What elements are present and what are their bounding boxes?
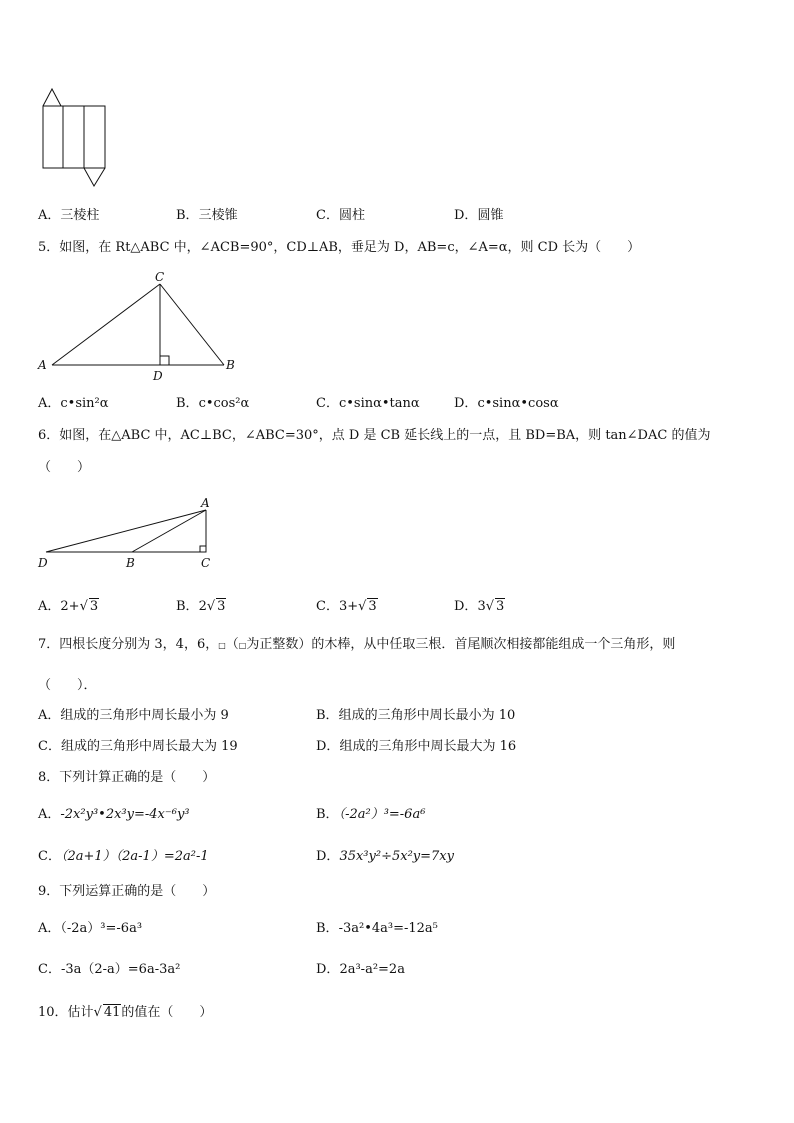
q6-label-c: C: [201, 556, 211, 570]
q7-option-c[interactable]: C．组成的三角形中周长最大为 19: [38, 739, 238, 754]
q5-label-b: B: [226, 358, 235, 372]
q6-option-b[interactable]: B．2√ 3: [176, 599, 226, 614]
q8-stem: 8．下列计算正确的是（ ）: [38, 770, 216, 785]
sqrt-symbol: √ 3: [79, 599, 99, 614]
q6-label-d: D: [38, 556, 48, 570]
q7-option-b[interactable]: B．组成的三角形中周长最小为 10: [316, 708, 516, 723]
q7-placeholder-box: □: [238, 641, 247, 650]
q7-option-a[interactable]: A．组成的三角形中周长最小为 9: [38, 708, 229, 723]
q8-option-d[interactable]: D．35x³y²÷5x²y=7xy: [316, 849, 454, 864]
q5-triangle-figure: [34, 268, 244, 384]
q7-stem: 7．四根长度分别为 3，4，6，□（□为正整数）的木棒，从中任取三根．首尾顺次相接都能组成一个三角形，则: [38, 637, 676, 652]
q9-stem: 9．下列运算正确的是（ ）: [38, 884, 216, 899]
q7-stem-paren: （ ）．: [38, 678, 97, 693]
q7-placeholder-box: □: [218, 641, 226, 650]
q8-option-b[interactable]: B．（-2a²）³=-6a⁶: [316, 807, 426, 822]
q5-label-d: D: [153, 369, 163, 383]
q6-label-a: A: [201, 496, 210, 510]
sqrt-symbol: √ 3: [206, 599, 226, 614]
sqrt-symbol: √ 41: [93, 1005, 121, 1020]
q5-option-b[interactable]: B．c•cos²α: [176, 396, 250, 411]
prism-net-figure: [38, 86, 110, 190]
q10-stem: 10．估计√ 41的值在（ ）: [38, 1005, 213, 1020]
q6-stem-paren: （ ）: [38, 460, 91, 475]
q5-label-c: C: [155, 270, 165, 284]
q6-label-b: B: [126, 556, 135, 570]
q6-option-c[interactable]: C．3+√ 3: [316, 599, 377, 614]
q9-option-d[interactable]: D．2a³-a²=2a: [316, 962, 405, 977]
q9-option-c[interactable]: C．-3a（2-a）=6a-3a²: [38, 962, 181, 977]
sqrt-symbol: √ 3: [485, 599, 505, 614]
q5-option-a[interactable]: A．c•sin²α: [38, 396, 109, 411]
q4-option-b[interactable]: B．三棱锥: [176, 208, 238, 223]
q5-option-d[interactable]: D．c•sinα•cosα: [454, 396, 559, 411]
q4-option-c[interactable]: C．圆柱: [316, 208, 365, 223]
q4-option-a[interactable]: A．三棱柱: [38, 208, 100, 223]
q4-option-d[interactable]: D．圆锥: [454, 208, 504, 223]
sqrt-symbol: √ 3: [358, 599, 377, 614]
q5-label-a: A: [38, 358, 47, 372]
q8-option-c[interactable]: C．（2a+1）（2a-1）=2a²-1: [38, 849, 209, 864]
q7-option-d[interactable]: D．组成的三角形中周长最大为 16: [316, 739, 517, 754]
q9-option-a[interactable]: A．（-2a）³=-6a³: [38, 921, 143, 936]
q9-option-b[interactable]: B．-3a²•4a³=-12a⁵: [316, 921, 438, 936]
q6-stem: 6．如图，在△ABC 中，AC⊥BC，∠ABC=30°，点 D 是 CB 延长线上的一点，且 BD=BA，则 tan∠DAC 的值为: [38, 428, 711, 443]
q5-option-c[interactable]: C．c•sinα•tanα: [316, 396, 420, 411]
q6-option-d[interactable]: D．3√ 3: [454, 599, 505, 614]
q5-stem: 5．如图，在 Rt△ABC 中，∠ACB=90°，CD⊥AB，垂足为 D，AB=c，∠A=α，则 CD 长为（ ）: [38, 240, 641, 255]
q8-option-a[interactable]: A．-2x²y³•2x³y=-4x⁻⁶y³: [38, 807, 190, 822]
q6-option-a[interactable]: A．2+√ 3: [38, 599, 99, 614]
q6-triangle-figure: [34, 494, 224, 574]
